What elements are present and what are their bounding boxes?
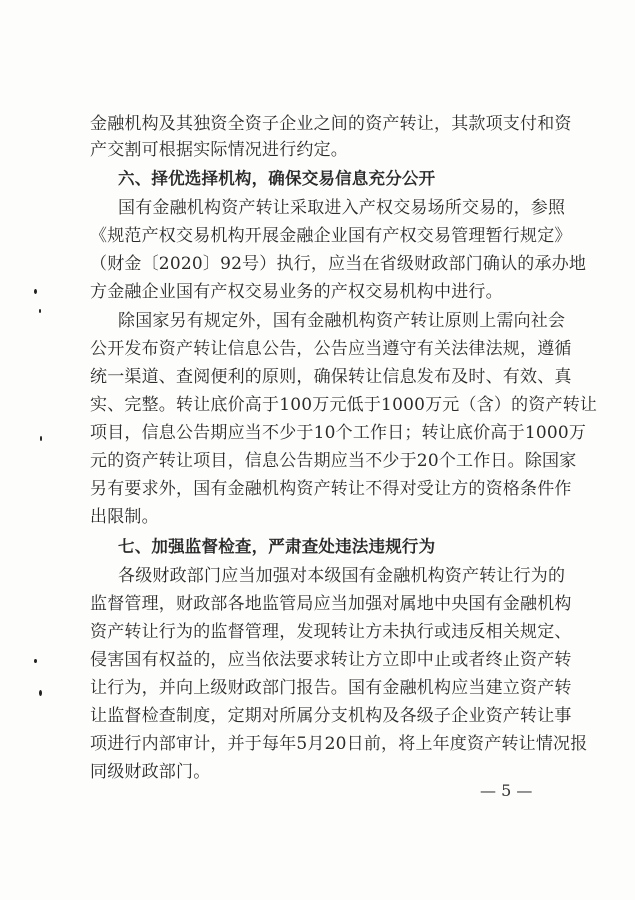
body-text-line: 另有要求外，国有金融机构资产转让不得对受让方的资格条件作 bbox=[90, 479, 572, 499]
body-text-line: 产交割可根据实际情况进行约定。 bbox=[90, 140, 348, 160]
body-text-line: 各级财政部门应当加强对本级国有金融机构资产转让行为的 bbox=[118, 566, 566, 586]
body-text-line: 同级财政部门。 bbox=[90, 762, 211, 782]
body-text-line: 统一渠道、查阅便利的原则，确保转让信息发布及时、有效、真 bbox=[90, 367, 572, 387]
scan-speck bbox=[40, 436, 42, 441]
body-text-line: 监督管理，财政部各地监管局应当加强对属地中央国有金融机构 bbox=[90, 594, 572, 614]
body-text-line: 《规范产权交易机构开展金融企业国有产权交易管理暂行规定》 bbox=[90, 226, 572, 246]
scan-speck bbox=[39, 309, 41, 313]
body-text-line: 项进行内部审计，并于每年5月20日前，将上年度资产转让情况报 bbox=[90, 734, 588, 754]
body-text-line: 资产转让行为的监督管理，发现转让方未执行或违反相关规定、 bbox=[90, 622, 572, 642]
body-text-line: 出限制。 bbox=[90, 507, 159, 527]
body-text-line: 让监督检查制度，定期对所属分支机构及各级子企业资产转让事 bbox=[90, 706, 572, 726]
body-text-line: 让行为，并向上级财政部门报告。国有金融机构应当建立资产转 bbox=[90, 678, 572, 698]
body-text-line: 元的资产转让项目，信息公告期应当不少于20个工作日。除国家 bbox=[90, 451, 577, 471]
body-text-line: 方金融企业国有产权交易业务的产权交易机构中进行。 bbox=[90, 282, 503, 302]
section-heading-6: 六、择优选择机构，确保交易信息充分公开 bbox=[118, 169, 436, 188]
scan-speck bbox=[39, 690, 42, 696]
body-text-line: 除国家另有规定外，国有金融机构资产转让原则上需向社会 bbox=[118, 311, 566, 331]
section-heading-7: 七、加强监督检查，严肃查处违法违规行为 bbox=[118, 537, 436, 556]
page-number: — 5 — bbox=[480, 781, 533, 800]
body-text-line: （财金〔2020〕92号）执行，应当在省级财政部门确认的承办地 bbox=[90, 254, 587, 274]
body-text-line: 金融机构及其独资全资子企业之间的资产转让，其款项支付和资 bbox=[90, 114, 572, 134]
scan-speck bbox=[34, 659, 37, 663]
body-text-line: 实、完整。转让底价高于100万元低于1000万元（含）的资产转让 bbox=[90, 395, 598, 415]
body-text-line: 国有金融机构资产转让采取进入产权交易场所交易的，参照 bbox=[118, 198, 566, 218]
body-text-line: 侵害国有权益的，应当依法要求转让方立即中止或者终止资产转 bbox=[90, 650, 572, 670]
body-text-line: 项目，信息公告期应当不少于10个工作日；转让底价高于1000万 bbox=[90, 423, 587, 443]
body-text-line: 公开发布资产转让信息公告，公告应当遵守有关法律法规，遵循 bbox=[90, 339, 572, 359]
scan-speck bbox=[34, 289, 37, 294]
